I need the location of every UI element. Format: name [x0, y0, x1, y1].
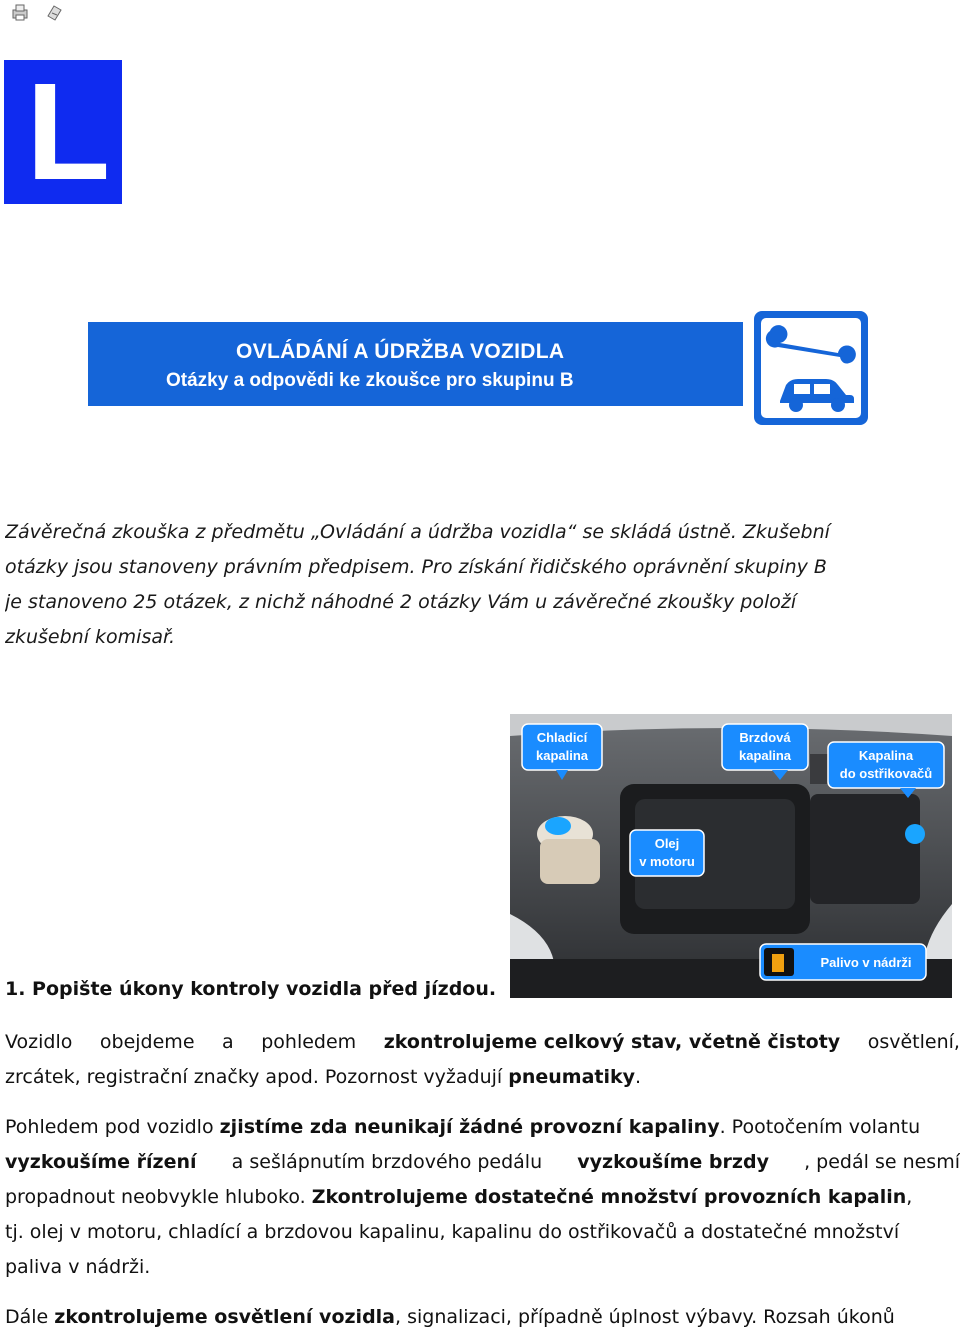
intro-line: otázky jsou stanoveny právním předpisem. Pro získání řidičského oprávnění skupiny B: [5, 556, 827, 578]
answer-paragraph-2: [5, 1110, 960, 1285]
answer-word: osvětlení,: [867, 1031, 960, 1053]
svg-text:kapalina: kapalina: [535, 748, 589, 763]
intro-line: Závěrečná zkouška z předmětu „Ovládání a údržba vozidla“ se skládá ústně. Zkušební: [5, 521, 830, 543]
svg-text:v motoru: v motoru: [639, 854, 695, 869]
answer-emphasis: zkontrolujeme osvětlení vozidla: [54, 1306, 396, 1328]
answer-text: tj. olej v motoru, chladící a brzdovou kapalinu, kapalinu do ostřikovačů a dostatečné množství: [5, 1221, 900, 1243]
learner-logo: [4, 55, 122, 209]
question-title: 1. Popište úkony kontroly vozidla před jízdou.: [5, 978, 497, 1000]
label-washer: Kapalina: [858, 748, 914, 763]
banner-title: OVLÁDÁNÍ A ÚDRŽBA VOZIDLA: [236, 340, 565, 363]
label-coolant: Chladicí: [536, 730, 588, 745]
banner-subtitle: Otázky a odpovědi ke zkoušce pro skupinu B: [166, 370, 574, 391]
answer-emphasis: Zkontrolujeme dostatečné množství provozních kapalin: [311, 1186, 907, 1208]
answer-text: a sešlápnutím brzdového pedálu: [231, 1151, 543, 1173]
answer-text: Dále: [5, 1306, 55, 1328]
print-icon[interactable]: [10, 2, 30, 22]
answer-text: , pedál se nesmí: [804, 1151, 960, 1173]
answer-word: pohledem: [261, 1031, 357, 1053]
label-fuel: Palivo v nádrži: [820, 955, 912, 970]
answer-paragraph-1: [5, 1025, 960, 1095]
answer-emphasis: zkontrolujeme celkový stav, včetně čistoty: [383, 1031, 841, 1053]
answer-text: Pohledem pod vozidlo: [5, 1116, 220, 1138]
save-icon[interactable]: [44, 2, 64, 22]
intro-paragraph: [5, 515, 960, 655]
answer-word: a: [222, 1031, 234, 1053]
answer-paragraph-3: [5, 1300, 960, 1335]
intro-line: zkušební komisař.: [5, 626, 176, 648]
label-brake: Brzdová: [739, 730, 791, 745]
answer-emphasis: pneumatiky: [508, 1066, 636, 1088]
engine-bay-photo: [510, 714, 952, 998]
answer-emphasis: vyzkoušíme řízení: [5, 1151, 197, 1173]
answer-text: paliva v nádrži.: [5, 1256, 151, 1278]
answer-word: Vozidlo: [5, 1031, 73, 1053]
answer-text: , signalizaci, případně úplnost výbavy. Rozsah úkonů: [395, 1306, 895, 1328]
answer-text: ,: [906, 1186, 913, 1208]
answer-emphasis: vyzkoušíme brzdy: [577, 1151, 769, 1173]
answer-text: zrcátek, registrační značky apod. Pozornost vyžadují: [5, 1066, 509, 1088]
svg-text:do ostřikovačů: do ostřikovačů: [839, 766, 933, 781]
answer-word: obejdeme: [99, 1031, 195, 1053]
wrench-car-icon: [752, 309, 870, 427]
svg-text:kapalina: kapalina: [738, 748, 792, 763]
answer-text: . Pootočením volantu: [719, 1116, 921, 1138]
answer-text: .: [635, 1066, 642, 1088]
logo-letter: L: [26, 55, 111, 209]
answer-text: propadnout neobvykle hluboko.: [5, 1186, 312, 1208]
intro-line: je stanoveno 25 otázek, z nichž náhodné 2 otázky Vám u závěrečné zkoušky položí: [5, 591, 797, 613]
label-oil: Olej: [654, 836, 680, 851]
answer-emphasis: zjistíme zda neunikají žádné provozní kapaliny: [219, 1116, 720, 1138]
course-banner: [88, 322, 743, 406]
